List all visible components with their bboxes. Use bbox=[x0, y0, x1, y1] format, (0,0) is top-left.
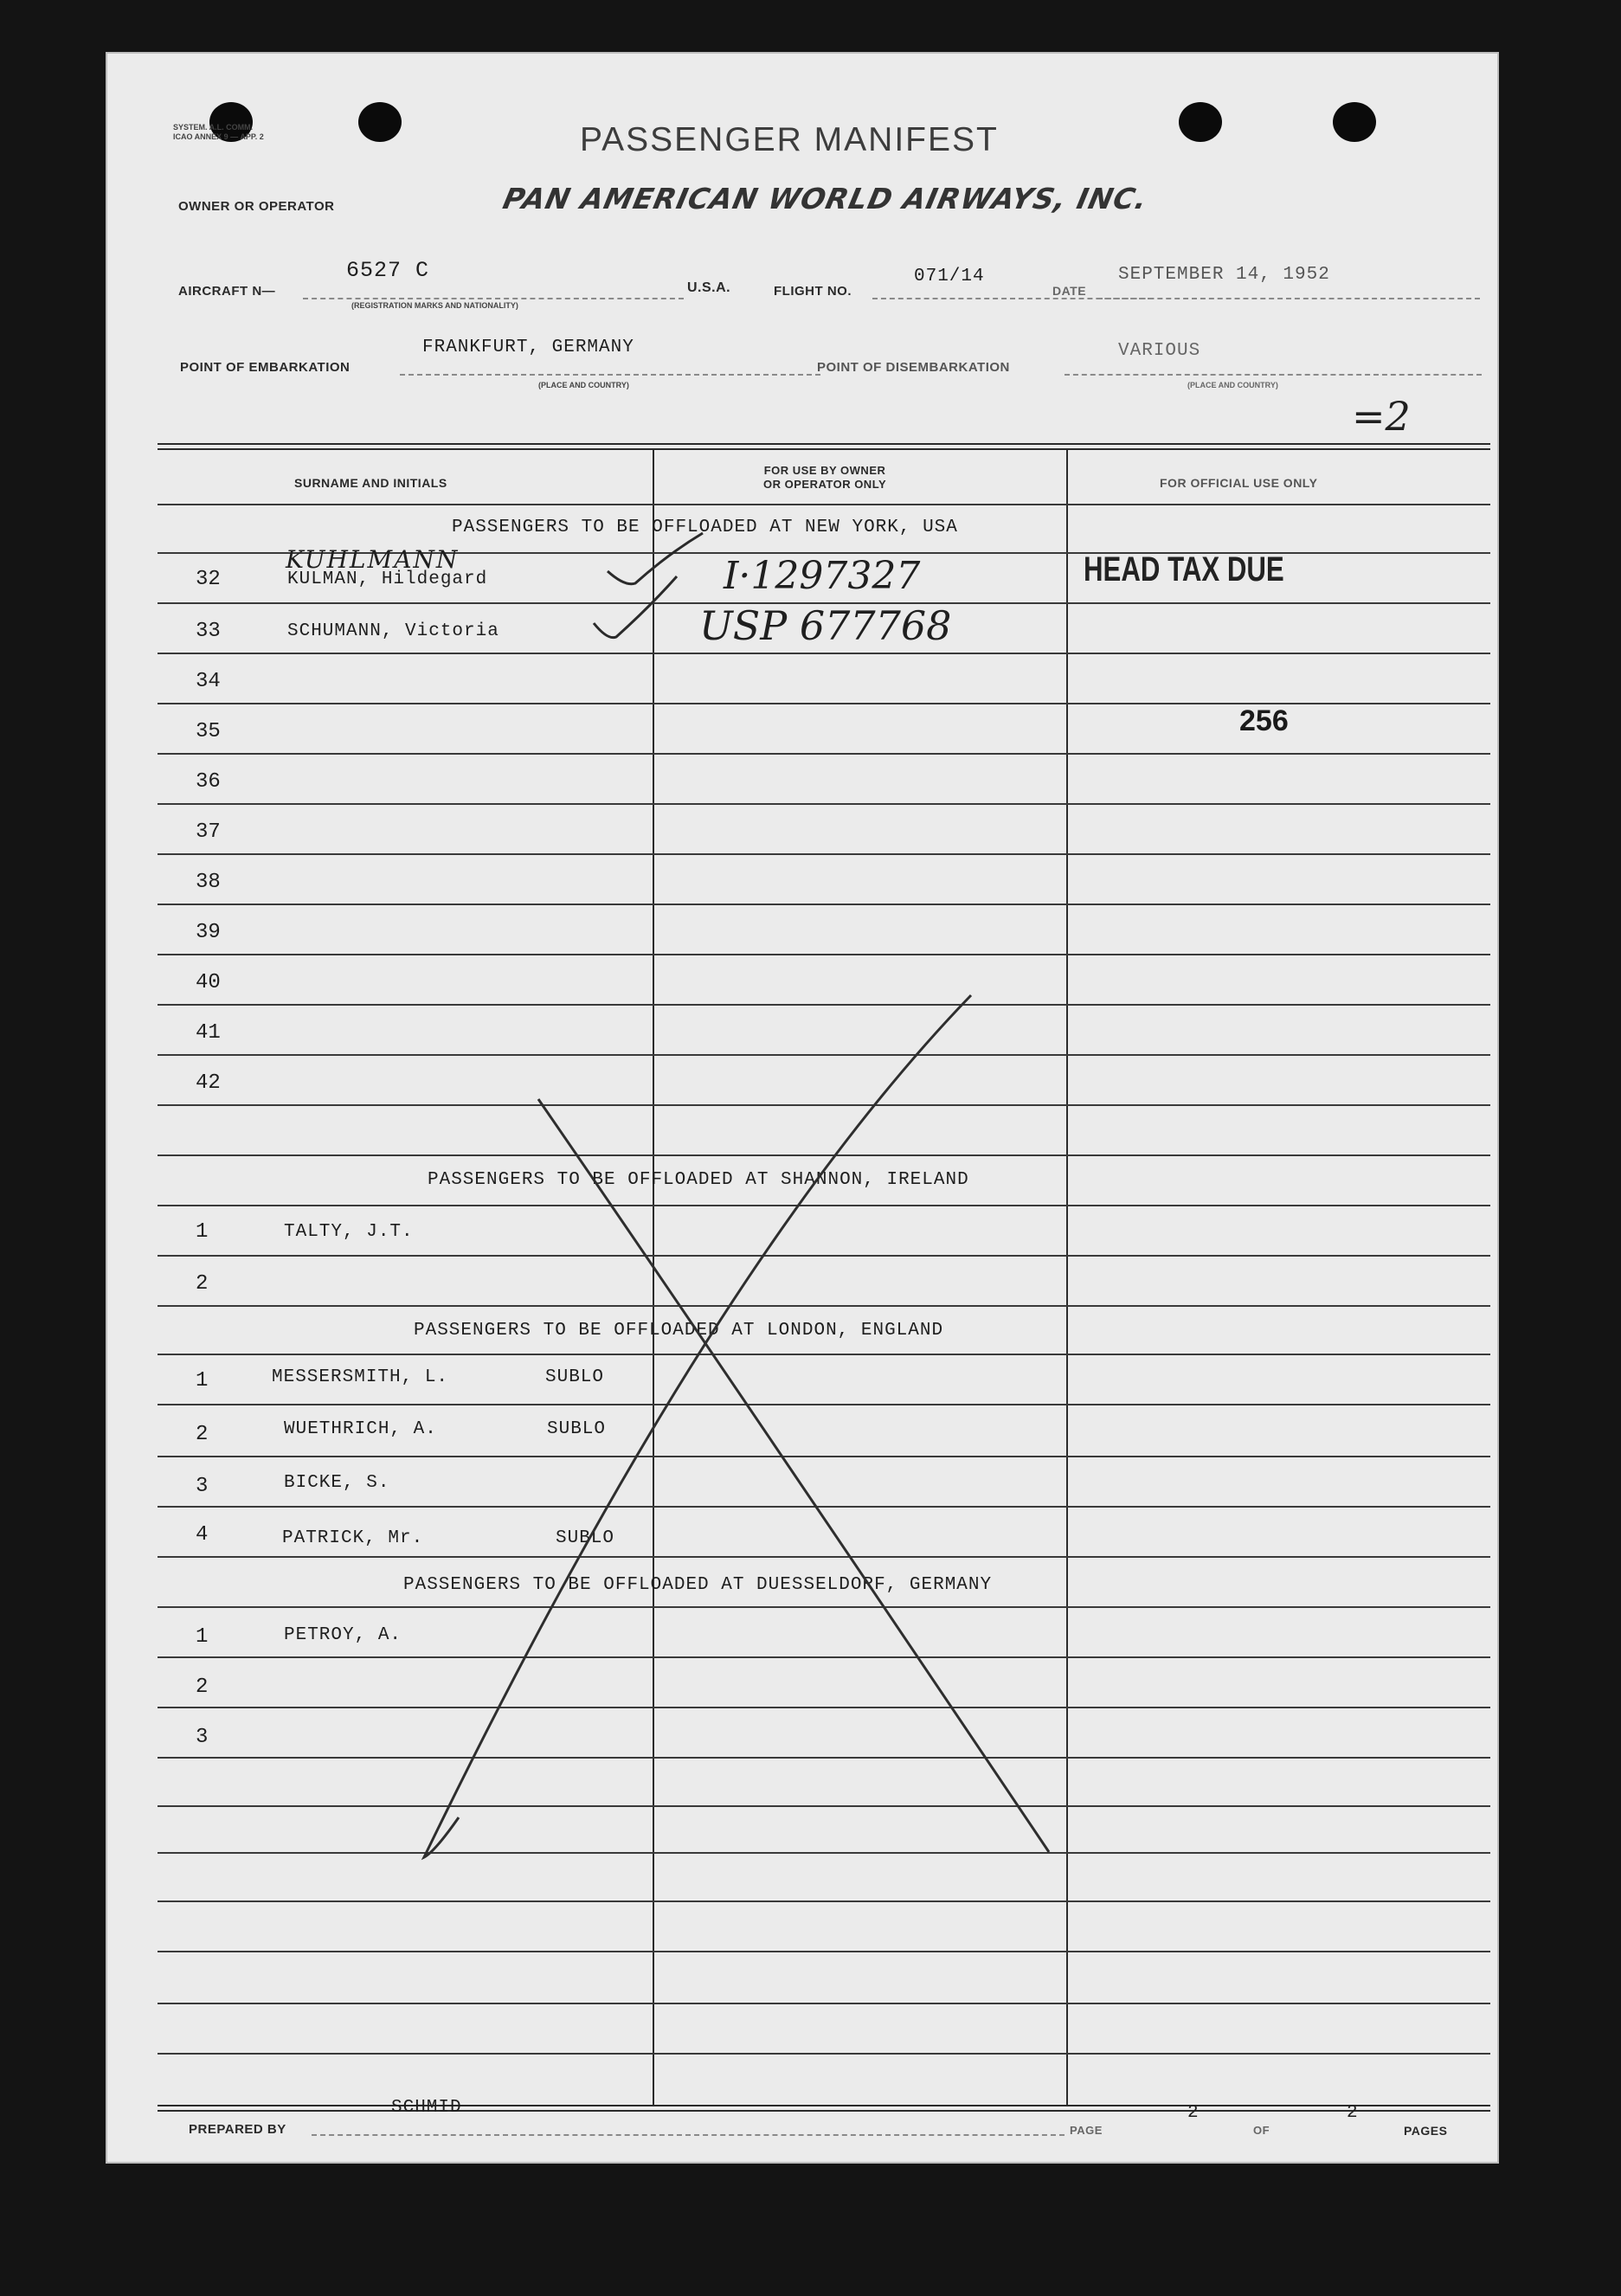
passenger-name: PATRICK, Mr. bbox=[282, 1528, 424, 1548]
of-label: OF bbox=[1253, 2124, 1270, 2137]
registration-caption: (REGISTRATION MARKS AND NATIONALITY) bbox=[351, 301, 518, 310]
place-caption: (PLACE AND COUNTRY) bbox=[538, 381, 629, 389]
row-number: 3 bbox=[196, 1726, 209, 1749]
row-number: 42 bbox=[196, 1071, 221, 1095]
company-name: PAN AMERICAN WORLD AIRWAYS, INC. bbox=[499, 182, 1151, 215]
passenger-name: BICKE, S. bbox=[284, 1473, 390, 1493]
row-number: 40 bbox=[196, 971, 221, 994]
owner-label: OWNER OR OPERATOR bbox=[178, 199, 335, 214]
disembarkation-value: VARIOUS bbox=[1118, 341, 1201, 361]
form-reference: SYSTEM. A.L. COMM. ICAO ANNEX 9 — APP. 2 bbox=[173, 123, 264, 141]
section-header-newyork: PASSENGERS TO BE OFFLOADED AT NEW YORK, USA bbox=[452, 518, 958, 537]
owner-note: I·1297327 bbox=[724, 554, 921, 598]
disembarkation-label: POINT OF DISEMBARKATION bbox=[817, 360, 1010, 375]
aircraft-label: AIRCRAFT N— bbox=[178, 284, 276, 299]
page-title: PASSENGER MANIFEST bbox=[580, 121, 999, 158]
embarkation-value: FRANKFURT, GERMANY bbox=[422, 338, 634, 357]
date-label: DATE bbox=[1052, 284, 1087, 298]
row-number: 41 bbox=[196, 1021, 221, 1045]
page-value: 2 bbox=[1187, 2103, 1200, 2123]
col-header-official-use: FOR OFFICIAL USE ONLY bbox=[1160, 476, 1318, 490]
passenger-name: MESSERSMITH, L. bbox=[272, 1367, 449, 1387]
row-number: 3 bbox=[196, 1475, 209, 1498]
checkmark-icon bbox=[608, 533, 703, 584]
section-header-duesseldorf: PASSENGERS TO BE OFFLOADED AT DUESSELDORF, GERMANY bbox=[403, 1575, 993, 1595]
row-number: 35 bbox=[196, 720, 221, 743]
passenger-name: WUETHRICH, A. bbox=[284, 1419, 437, 1439]
row-number: 32 bbox=[196, 568, 221, 591]
date-value: SEPTEMBER 14, 1952 bbox=[1118, 265, 1330, 285]
passenger-note: SUBLO bbox=[556, 1528, 615, 1548]
row-number: 36 bbox=[196, 770, 221, 794]
manifest-page bbox=[106, 52, 1499, 2164]
handwritten-marks bbox=[106, 52, 1499, 2164]
prepared-by-label: PREPARED BY bbox=[189, 2122, 286, 2137]
passenger-name: SCHUMANN, Victoria bbox=[287, 621, 499, 641]
row-number: 2 bbox=[196, 1423, 209, 1446]
head-tax-stamp: HEAD TAX DUE bbox=[1084, 550, 1284, 588]
row-number: 37 bbox=[196, 820, 221, 844]
pages-label: PAGES bbox=[1404, 2124, 1448, 2138]
passenger-note: SUBLO bbox=[547, 1419, 607, 1439]
row-number: 1 bbox=[196, 1220, 209, 1244]
row-number: 33 bbox=[196, 620, 221, 643]
owner-note: USP 677768 bbox=[699, 602, 952, 649]
flight-value: 071/14 bbox=[914, 267, 985, 286]
row-number: 4 bbox=[196, 1523, 209, 1547]
handwritten-count: =2 bbox=[1352, 393, 1411, 440]
official-number: 256 bbox=[1239, 704, 1289, 737]
of-value: 2 bbox=[1347, 2103, 1359, 2123]
prepared-by-value: SCHMID bbox=[391, 2098, 462, 2118]
page-label: PAGE bbox=[1070, 2124, 1103, 2137]
row-number: 1 bbox=[196, 1369, 209, 1392]
section-header-shannon: PASSENGERS TO BE OFFLOADED AT SHANNON, IRELAND bbox=[428, 1170, 969, 1190]
row-number: 34 bbox=[196, 670, 221, 693]
row-number: 1 bbox=[196, 1625, 209, 1649]
row-number: 2 bbox=[196, 1272, 209, 1296]
passenger-name: PETROY, A. bbox=[284, 1625, 402, 1645]
passenger-name: KULMAN, Hildegard bbox=[287, 569, 488, 589]
passenger-note: SUBLO bbox=[545, 1367, 605, 1387]
row-number: 39 bbox=[196, 921, 221, 944]
passenger-name: TALTY, J.T. bbox=[284, 1222, 414, 1242]
section-header-london: PASSENGERS TO BE OFFLOADED AT LONDON, ENGLAND bbox=[414, 1321, 944, 1341]
embarkation-label: POINT OF EMBARKATION bbox=[180, 360, 351, 375]
checkmark-icon bbox=[594, 576, 677, 638]
col-header-surname: SURNAME AND INITIALS bbox=[294, 476, 447, 490]
col-header-owner-use: FOR USE BY OWNER OR OPERATOR ONLY bbox=[763, 464, 887, 491]
cross-stroke bbox=[424, 995, 971, 1857]
place-caption-2: (PLACE AND COUNTRY) bbox=[1187, 381, 1278, 389]
name-correction: KUHLMANN bbox=[286, 545, 460, 574]
flight-label: FLIGHT NO. bbox=[774, 284, 852, 299]
row-number: 2 bbox=[196, 1675, 209, 1699]
aircraft-value: 6527 C bbox=[346, 258, 430, 283]
row-number: 38 bbox=[196, 871, 221, 894]
country-label: U.S.A. bbox=[687, 280, 731, 295]
